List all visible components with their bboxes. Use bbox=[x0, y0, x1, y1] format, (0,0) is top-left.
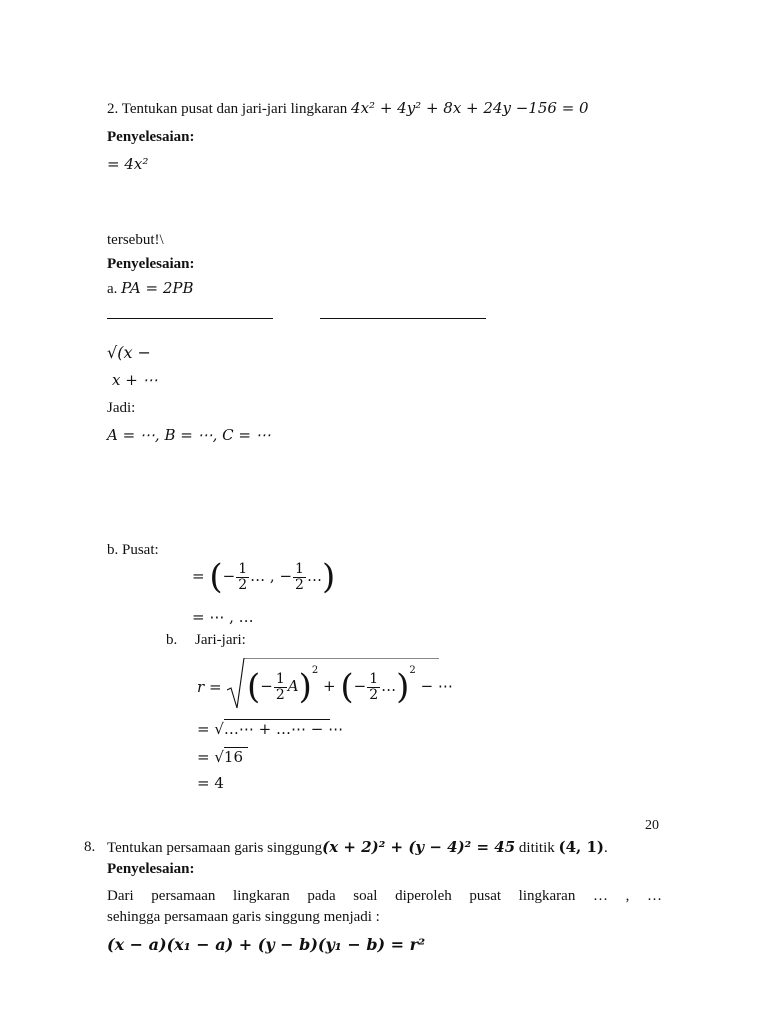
q8-paragraph-line-2: sehingga persamaan garis singgung menjadi : bbox=[107, 909, 380, 925]
fraction-half: $\frac{1}{2}$ bbox=[295, 560, 304, 593]
page-number: 20 bbox=[645, 818, 659, 833]
pusat-result: = ⋯ , … bbox=[192, 608, 254, 626]
solution-label-2: Penyelesaian: bbox=[107, 256, 195, 272]
radicand: (− $\frac{1}{2}$ A)$^2$ + (− $\frac{1}{2}$ …)$^2$ − ⋯ bbox=[247, 665, 453, 707]
sqrt-bar-2 bbox=[224, 747, 248, 748]
jari-jari-result: = 4 bbox=[197, 774, 224, 792]
question-number: 2. bbox=[107, 101, 119, 117]
part-a-label: a. bbox=[107, 281, 118, 297]
sqrt-bar-1 bbox=[224, 719, 330, 720]
solution-label: Penyelesaian: bbox=[107, 129, 195, 145]
fraction-half: $\frac{1}{2}$ bbox=[238, 560, 248, 593]
part-a-equation: PA = 2PB bbox=[121, 279, 194, 297]
question-8-number: 8. bbox=[84, 839, 96, 855]
tangent-line-formula: (x − a)(x₁ − a) + (y − b)(y₁ − b) = r² bbox=[107, 935, 426, 954]
q8-paragraph-line-1: Dari persamaan lingkaran pada soal diperoleh pusat lingkaran … , … bbox=[107, 888, 662, 904]
abc-values: A = ⋯, B = ⋯, C = ⋯ bbox=[107, 426, 271, 444]
blank-line-1 bbox=[107, 318, 273, 319]
tersebut-text: tersebut!\ bbox=[107, 232, 164, 248]
sqrt-expression: √(x − bbox=[107, 343, 151, 362]
part-a bbox=[107, 281, 193, 297]
question-8-prompt: Tentukan persamaan garis singgung bbox=[107, 840, 323, 856]
circle-equation: 4x² + 4y² + 8x + 24y −156 = 0 bbox=[351, 99, 589, 117]
jari-jari-letter: b. bbox=[166, 632, 178, 648]
pusat-label: b. Pusat: bbox=[107, 542, 159, 558]
question-prompt: Tentukan pusat dan jari-jari lingkaran bbox=[121, 101, 348, 117]
q8-circle-equation: (x + 2)² + (y − 4)² = 45 bbox=[322, 838, 516, 856]
jari-jari-step-2: = √…⋯ + …⋯ − ⋯ bbox=[197, 720, 344, 738]
x-expression: x + ⋯ bbox=[112, 371, 158, 389]
jari-jari-label: Jari-jari: bbox=[195, 632, 246, 648]
blank-line-2 bbox=[320, 318, 486, 319]
question-2 bbox=[107, 101, 589, 117]
step-equation: = 4x² bbox=[107, 155, 149, 173]
jari-jari-step-3: = √16 bbox=[197, 748, 243, 766]
jari-jari-formula: r = (− $\frac{1}{2}$ A)$^2$ + (− $\frac{1}{2}$ …)$^2$ − ⋯ bbox=[197, 658, 442, 714]
q8-solution-label: Penyelesaian: bbox=[107, 861, 195, 877]
jadi-label: Jadi: bbox=[107, 400, 136, 416]
question-8: Tentukan persamaan garis singgung(x + 2)² + (y − 4)² = 45 dititik (4, 1). bbox=[107, 838, 608, 856]
pusat-formula: = (− $\frac{1}{2}$ … , − $\frac{1}{2}$ …) bbox=[192, 557, 336, 597]
q8-point: (4, 1) bbox=[558, 838, 605, 856]
jari-jari-heading bbox=[166, 633, 246, 648]
